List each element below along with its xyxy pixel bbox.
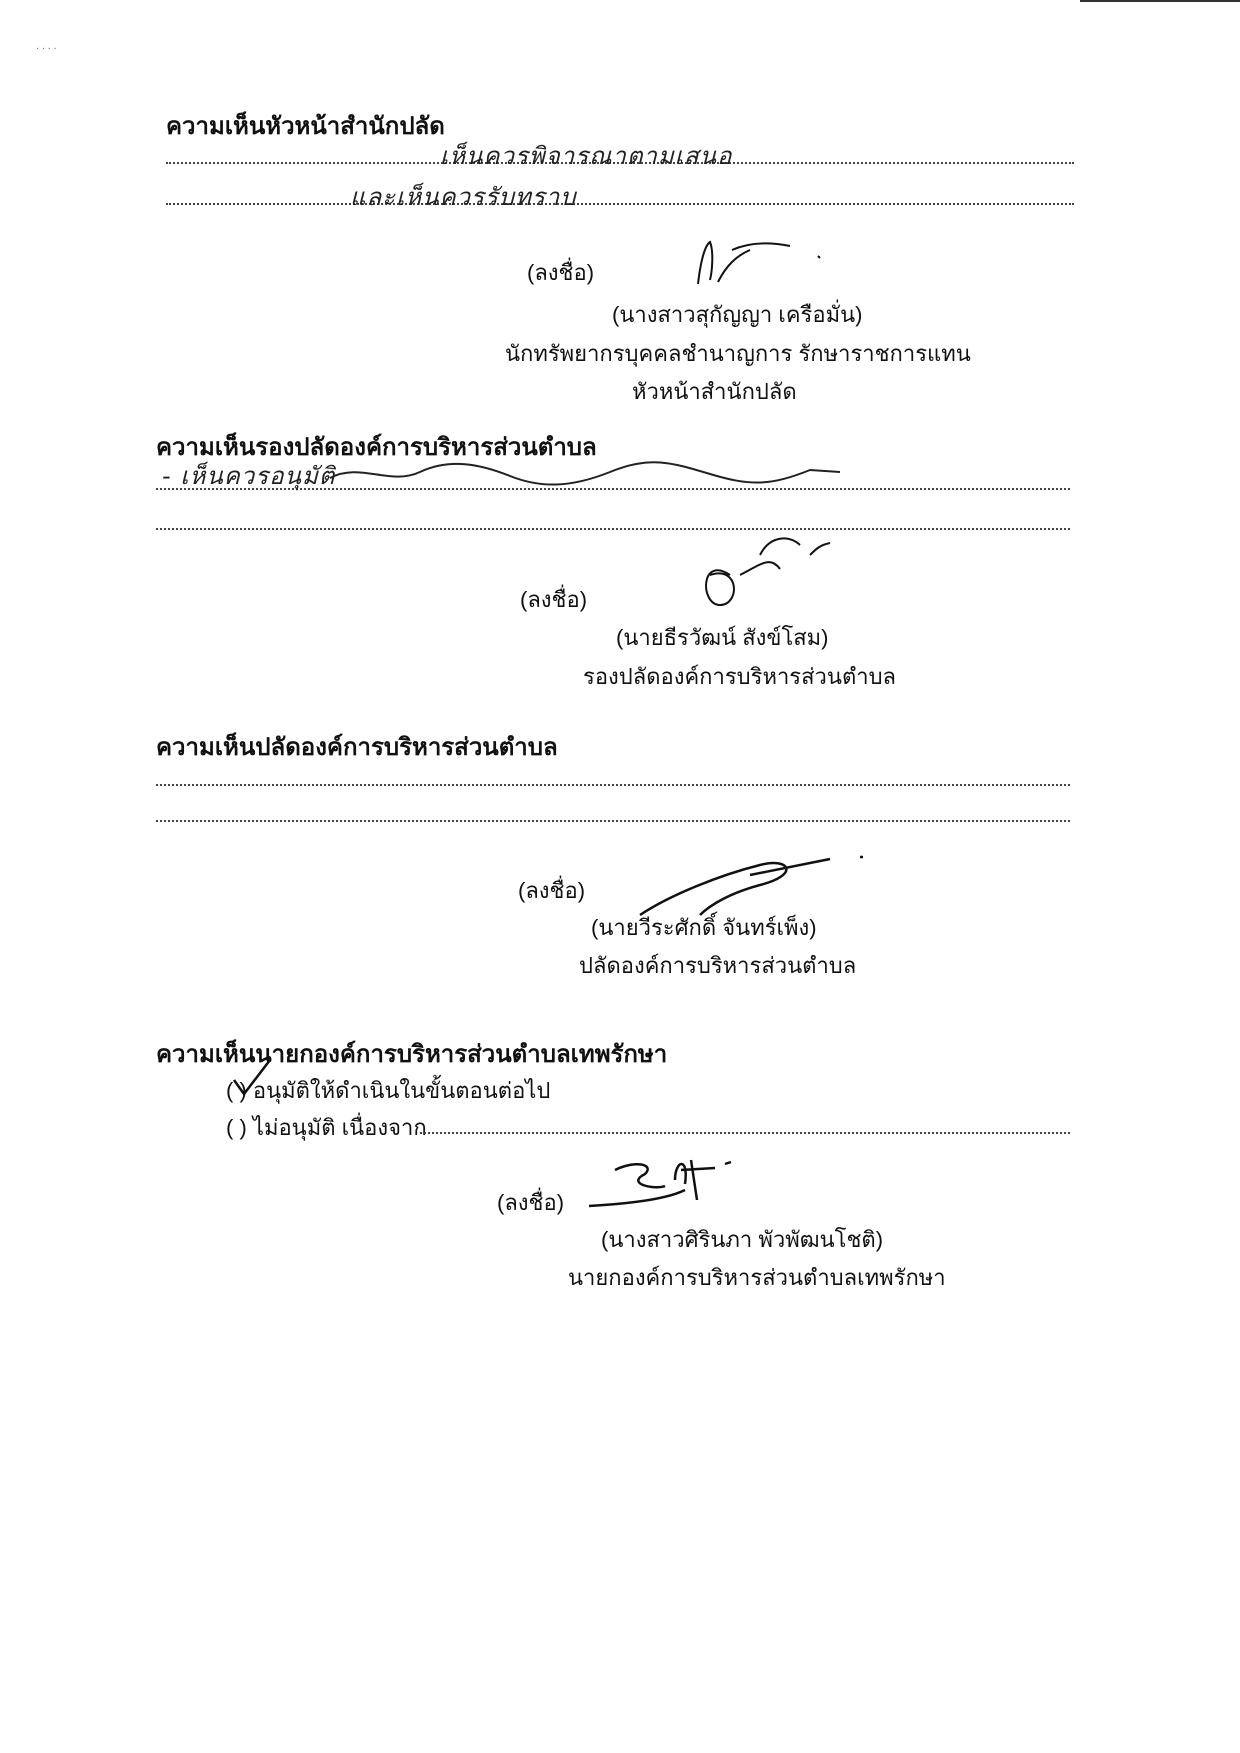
section1-signer-position-2: หัวหน้าสำนักปลัด [632, 379, 797, 404]
section1-handwritten-line-2: และเห็นควรรับทราบ [350, 183, 577, 211]
section1-dotted-line-2 [166, 203, 1074, 205]
section1-heading: ความเห็นหัวหน้าสำนักปลัด [166, 113, 445, 140]
section3-signer-position-1: ปลัดองค์การบริหารส่วนตำบล [579, 953, 857, 978]
section2-signer-position-1: รองปลัดองค์การบริหารส่วนตำบล [583, 664, 897, 689]
reject-option [226, 1110, 427, 1145]
section4-sign-prefix: (ลงชื่อ) [497, 1190, 565, 1215]
scan-specks: · · · · [36, 44, 57, 55]
section1-handwritten-line-1: เห็นควรพิจารณาตามเสนอ [440, 142, 733, 170]
section2-handwriting-scribble [330, 458, 850, 494]
section2-signature [690, 535, 840, 615]
section4-signer-name: (นางสาวศิรินภา พัวพัฒนโชติ) [601, 1227, 884, 1252]
section1-signer-name: (นางสาวสุกัญญา เครือมั่น) [612, 302, 863, 327]
section2-signer-name: (นายธีรวัฒน์ สังข์โสม) [616, 625, 829, 650]
approve-option-label: ( ) อนุมัติให้ดำเนินในขั้นตอนต่อไป [226, 1078, 551, 1103]
section3-heading: ความเห็นปลัดองค์การบริหารส่วนตำบล [156, 734, 558, 761]
section4-signer-position-1: นายกองค์การบริหารส่วนตำบลเทพรักษา [568, 1265, 946, 1290]
section1-sign-prefix: (ลงชื่อ) [527, 260, 595, 285]
section2-sign-prefix: (ลงชื่อ) [520, 587, 588, 612]
top-edge-line [1080, 0, 1240, 2]
reject-reason-dotted-line [420, 1132, 1070, 1134]
section2-dotted-line-2 [156, 528, 1070, 530]
reject-option-label: ( ) ไม่อนุมัติ เนื่องจาก [226, 1115, 427, 1140]
section3-dotted-line-1 [156, 784, 1070, 786]
approve-check-icon [228, 1058, 278, 1106]
section3-signer-name: (นายวีระศักดิ์ จันทร์เพ็ง) [591, 915, 817, 940]
section2-handwritten-line-1: - เห็นควรอนุมัติ [162, 462, 336, 490]
section3-sign-prefix: (ลงชื่อ) [518, 878, 586, 903]
section4-signature [585, 1150, 765, 1220]
section1-signer-position-1: นักทรัพยากรบุคคลชำนาญการ รักษาราชการแทน [505, 341, 971, 366]
section2-heading: ความเห็นรองปลัดองค์การบริหารส่วนตำบล [156, 434, 597, 461]
section3-dotted-line-2 [156, 820, 1070, 822]
section4-heading: ความเห็นนายกองค์การบริหารส่วนตำบลเทพรักษา [156, 1041, 668, 1068]
section1-signature [690, 236, 830, 296]
